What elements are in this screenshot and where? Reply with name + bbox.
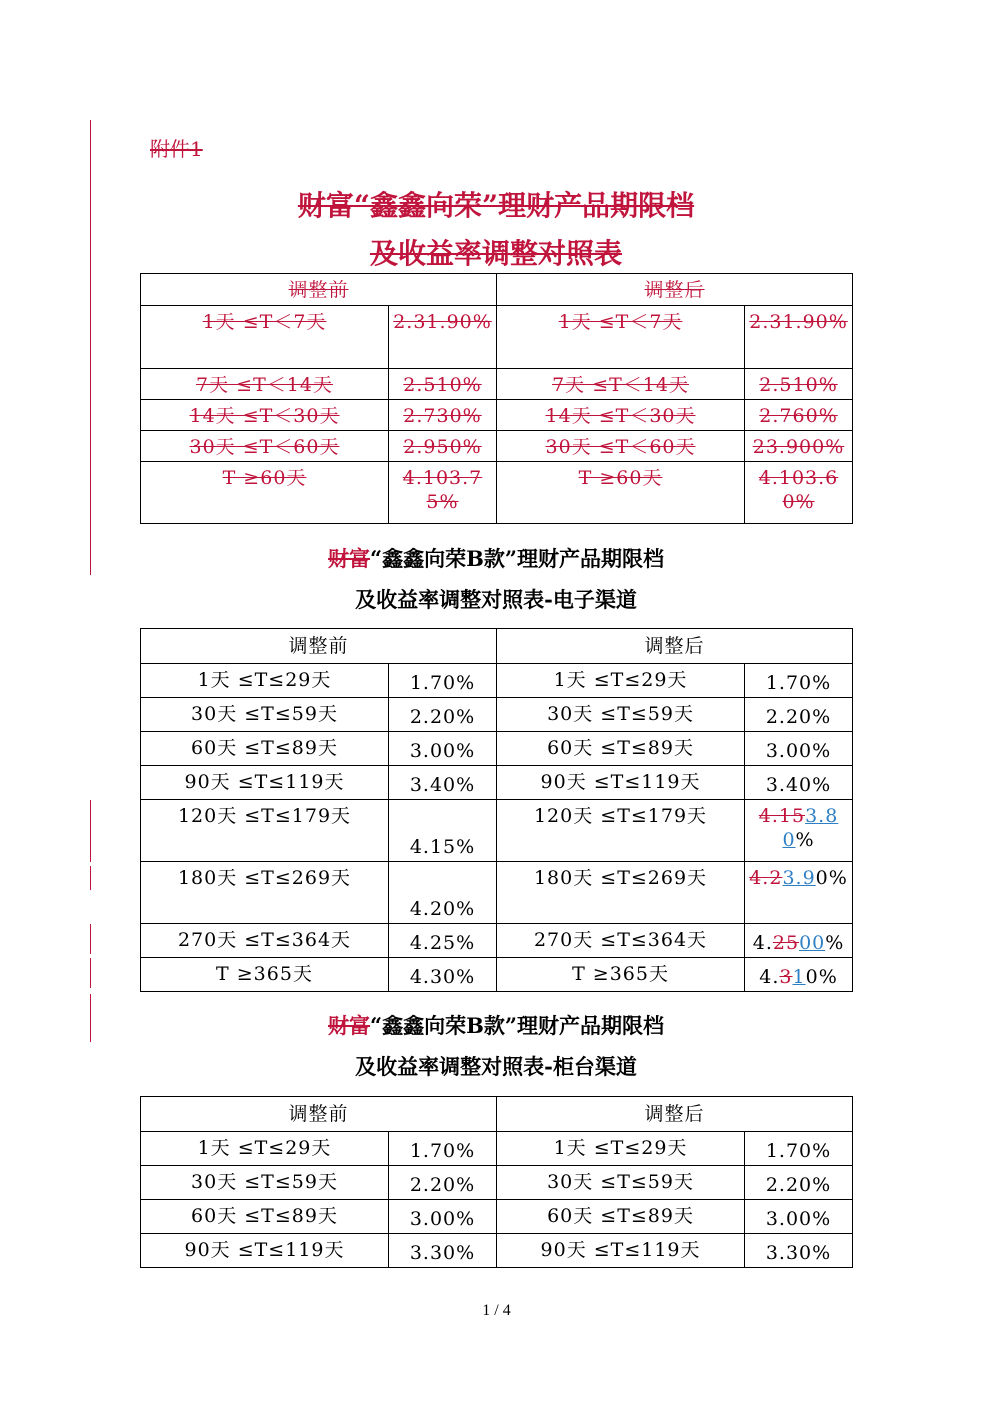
table2-rate-before: 3.00% xyxy=(389,732,497,766)
table3-range-before: 90天 ≤T≤119天 xyxy=(141,1234,389,1268)
table2-rate-after xyxy=(745,924,853,958)
rate-deleted: 4.15 xyxy=(758,805,806,827)
table2-range-after: 30天 ≤T≤59天 xyxy=(497,698,745,732)
table2-rate-after: 3.40% xyxy=(745,766,853,800)
change-bar xyxy=(90,994,91,1042)
table1-range-before: 30天 ≤T＜60天 xyxy=(141,431,389,462)
table1-rate-after: 2.31.90% xyxy=(745,306,853,369)
change-bar xyxy=(90,958,91,988)
table1-range-after: T ≥60天 xyxy=(497,462,745,524)
rate-prefix: 4. xyxy=(759,966,780,988)
table1-title-line2: 及收益率调整对照表 xyxy=(369,237,622,270)
table3-range-before: 1天 ≤T≤29天 xyxy=(141,1132,389,1166)
table1-range-before: 7天 ≤T＜14天 xyxy=(141,369,389,400)
table2-rate-before: 2.20% xyxy=(389,698,497,732)
rate-inserted: 00 xyxy=(799,932,826,954)
table2-range-before: 270天 ≤T≤364天 xyxy=(141,924,389,958)
table3-range-after: 90天 ≤T≤119天 xyxy=(497,1234,745,1268)
change-bar xyxy=(90,120,91,575)
table2-rate-before: 4.25% xyxy=(389,924,497,958)
table2-rate-before: 4.15% xyxy=(389,800,497,862)
table3-rate-after: 3.30% xyxy=(745,1234,853,1268)
table1-head-after: 调整后 xyxy=(497,274,853,306)
table2-range-after: T ≥365天 xyxy=(497,958,745,992)
table1-range-after: 14天 ≤T＜30天 xyxy=(497,400,745,431)
rate-deleted: 25 xyxy=(772,932,800,954)
table2-range-after: 120天 ≤T≤179天 xyxy=(497,800,745,862)
table2-range-before: 90天 ≤T≤119天 xyxy=(141,766,389,800)
table2-rate-after xyxy=(745,958,853,992)
table2-rate-before: 4.30% xyxy=(389,958,497,992)
table2-rate-before: 4.20% xyxy=(389,862,497,924)
table2-rate-after: 3.00% xyxy=(745,732,853,766)
table3-rate-before: 3.00% xyxy=(389,1200,497,1234)
table3-rate-after: 3.00% xyxy=(745,1200,853,1234)
table2-range-after: 1天 ≤T≤29天 xyxy=(497,664,745,698)
table2-title-prefix: 财富 xyxy=(328,546,371,571)
table2-range-after: 270天 ≤T≤364天 xyxy=(497,924,745,958)
table1-title-rest: “鑫鑫向荣”理财产品期限档 xyxy=(353,189,695,222)
table1-rate-before: 2.730% xyxy=(389,400,497,431)
rate-inserted: 1 xyxy=(792,966,806,988)
table3-range-after: 30天 ≤T≤59天 xyxy=(497,1166,745,1200)
table3-rate-before: 1.70% xyxy=(389,1132,497,1166)
rate-inserted: 3.9 xyxy=(782,867,816,889)
rate-prefix: 4. xyxy=(752,932,773,954)
change-bar xyxy=(90,866,91,890)
rate-suffix: % xyxy=(795,829,815,851)
table3-rate-after: 2.20% xyxy=(745,1166,853,1200)
table3-range-before: 60天 ≤T≤89天 xyxy=(141,1200,389,1234)
rate-prefix: 4. xyxy=(749,867,770,889)
table2-range-before: 1天 ≤T≤29天 xyxy=(141,664,389,698)
table3-range-after: 60天 ≤T≤89天 xyxy=(497,1200,745,1234)
table2-rate-after xyxy=(745,800,853,862)
rate-deleted: 2 xyxy=(769,867,783,889)
table1-rate-before: 2.31.90% xyxy=(389,306,497,369)
table1-range-after: 30天 ≤T＜60天 xyxy=(497,431,745,462)
table2-title xyxy=(140,543,852,573)
rate-suffix: 0% xyxy=(815,867,848,889)
rate-inserted: 3.80 xyxy=(782,805,839,851)
rate-suffix: 0% xyxy=(805,966,838,988)
table2-rate-before: 1.70% xyxy=(389,664,497,698)
table1-rate-after: 4.103.60% xyxy=(745,462,853,524)
table2-title-rest: “鑫鑫向荣B款”理财产品期限档 xyxy=(370,546,664,571)
table1 xyxy=(140,273,853,524)
table3-rate-before: 3.30% xyxy=(389,1234,497,1268)
table3-range-after: 1天 ≤T≤29天 xyxy=(497,1132,745,1166)
table1-range-before: 1天 ≤T＜7天 xyxy=(141,306,389,369)
table2-range-before: 120天 ≤T≤179天 xyxy=(141,800,389,862)
table3 xyxy=(140,1096,853,1268)
table1-head-before: 调整前 xyxy=(141,274,497,306)
table2-title-line2: 及收益率调整对照表-电子渠道 xyxy=(355,587,637,612)
table1-range-before: 14天 ≤T＜30天 xyxy=(141,400,389,431)
table1-rate-after: 2.510% xyxy=(745,369,853,400)
table2-range-after: 60天 ≤T≤89天 xyxy=(497,732,745,766)
table1-rate-before: 2.950% xyxy=(389,431,497,462)
table3-title-line2: 及收益率调整对照表-柜台渠道 xyxy=(355,1054,637,1079)
table2-range-before: T ≥365天 xyxy=(141,958,389,992)
table2-range-before: 180天 ≤T≤269天 xyxy=(141,862,389,924)
table3-head-after: 调整后 xyxy=(497,1097,853,1132)
table1-rate-after: 2.760% xyxy=(745,400,853,431)
change-bar xyxy=(90,924,91,954)
table2-rate-before: 3.40% xyxy=(389,766,497,800)
table1-range-before: T ≥60天 xyxy=(141,462,389,524)
table1-rate-before: 4.103.75% xyxy=(389,462,497,524)
table3-head-before: 调整前 xyxy=(141,1097,497,1132)
table2-head-before: 调整前 xyxy=(141,629,497,664)
table1-title xyxy=(140,184,852,224)
table2-range-after: 90天 ≤T≤119天 xyxy=(497,766,745,800)
page-number: 1 / 4 xyxy=(482,1302,511,1319)
table3-rate-before: 2.20% xyxy=(389,1166,497,1200)
table2-rate-after: 2.20% xyxy=(745,698,853,732)
annex-label: 附件1 xyxy=(150,137,203,161)
table2-range-before: 30天 ≤T≤59天 xyxy=(141,698,389,732)
table1-range-after: 1天 ≤T＜7天 xyxy=(497,306,745,369)
table3-title-prefix: 财富 xyxy=(328,1013,371,1038)
table2-rate-after: 1.70% xyxy=(745,664,853,698)
table1-title-prefix: 财富 xyxy=(297,189,354,222)
table1-range-after: 7天 ≤T＜14天 xyxy=(497,369,745,400)
table1-rate-before: 2.510% xyxy=(389,369,497,400)
table2-range-after: 180天 ≤T≤269天 xyxy=(497,862,745,924)
table3-rate-after: 1.70% xyxy=(745,1132,853,1166)
table2-head-after: 调整后 xyxy=(497,629,853,664)
change-bar xyxy=(90,800,91,862)
table2-rate-after xyxy=(745,862,853,924)
table2-range-before: 60天 ≤T≤89天 xyxy=(141,732,389,766)
table3-title-rest: “鑫鑫向荣B款”理财产品期限档 xyxy=(370,1013,664,1038)
rate-suffix: % xyxy=(825,932,845,954)
rate-deleted: 3 xyxy=(779,966,793,988)
table3-title xyxy=(140,1010,852,1040)
table2 xyxy=(140,628,853,992)
table3-range-before: 30天 ≤T≤59天 xyxy=(141,1166,389,1200)
table1-rate-after: 23.900% xyxy=(745,431,853,462)
